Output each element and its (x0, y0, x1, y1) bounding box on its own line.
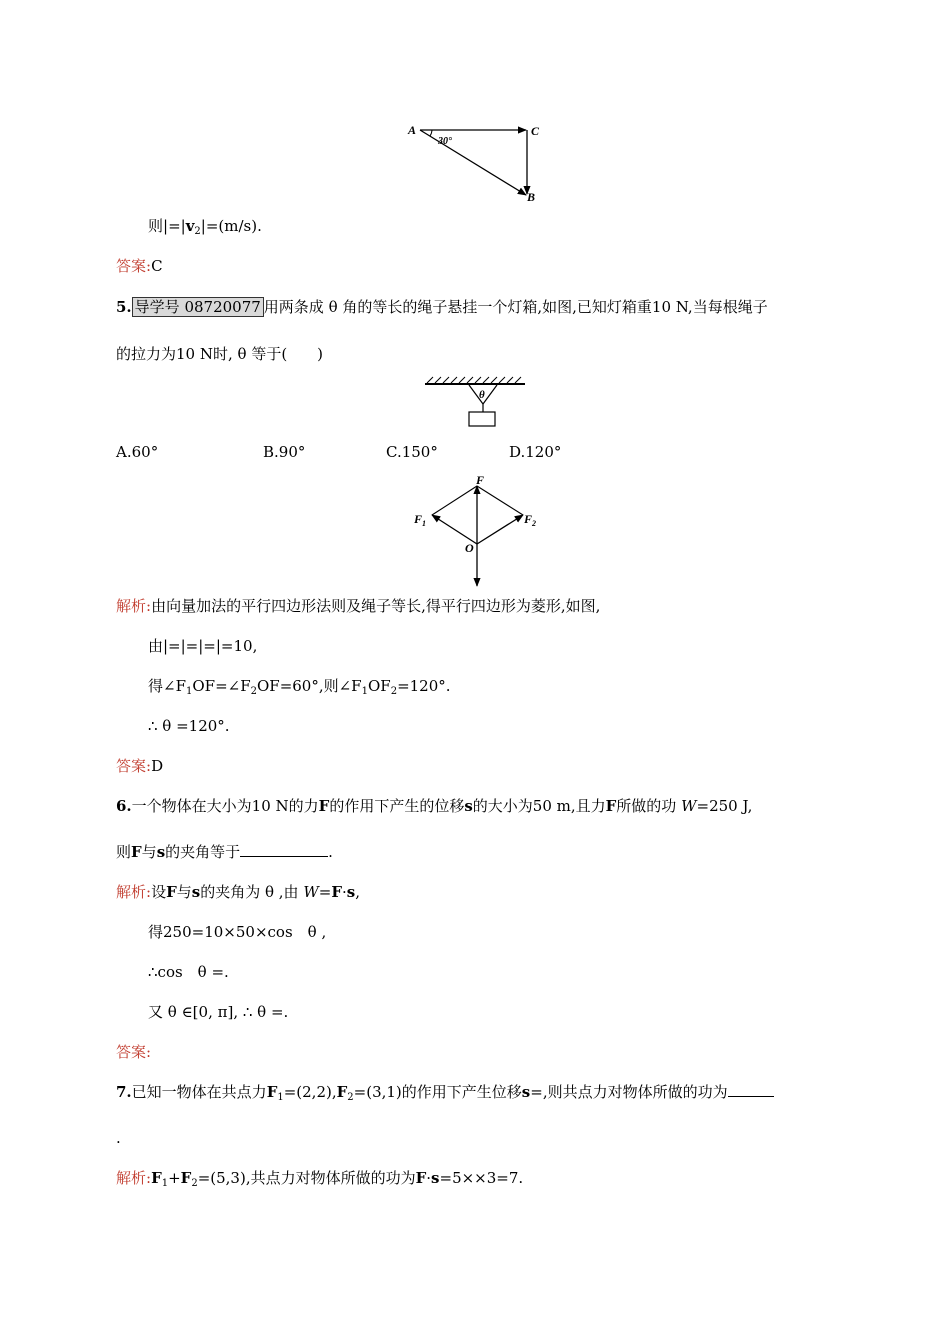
lamp-box-figure (425, 376, 530, 431)
q5-question-line2: 的拉力为10 N时, θ 等于( ) (116, 345, 324, 363)
label-angle: 30° (438, 136, 452, 147)
q5-question-line1: 5. 导学号 08720077 用两条成 θ 角的等长的绳子悬挂一个灯箱,如图,已知灯箱重10 N,当每根绳子 (116, 298, 768, 316)
q5-analysis-4: ∴ θ =120°. (148, 717, 230, 735)
label-c: C (531, 124, 540, 138)
answer-blank[interactable] (728, 1082, 774, 1097)
force-rhombus-figure (410, 472, 550, 592)
q6-question-line1: 6.一个物体在大小为10 N的力F的作用下产生的位移s的大小为50 m,且力F所做的功 W=250 J, (116, 797, 753, 815)
analysis-label: 解析: (116, 597, 152, 615)
rope-right (483, 385, 497, 404)
q6-analysis-4: 又 θ ∈[0, π], ∴ θ =. (148, 1003, 289, 1021)
answer-label: 答案: (116, 1043, 152, 1061)
label-b: B (527, 190, 536, 204)
label-f1: $F_1$ (414, 512, 427, 528)
answer-blank[interactable] (240, 842, 328, 857)
q4-calc-line: 则$|=|v_2|=(m/s)$. (148, 217, 262, 237)
q6-analysis-2: 得250=10×50×cos θ , (148, 923, 327, 941)
q7-analysis-1: 解析$:F_1+F_2=(5,3)$,共点力对物体所做的功为F·s=5××3=7. (116, 1169, 524, 1189)
q7-question-line1: 7.已知一物体在共点力$F_1=(2,2),F_2=(3,1)$的作用下产生位移s=,则共点力对物体所做的功为 (116, 1082, 774, 1108)
q5-option-c: C.150° (386, 443, 438, 461)
label-o: O (465, 541, 474, 555)
q4-answer: 答案:C (116, 257, 163, 275)
q6-analysis-3: ∴cos θ =. (148, 963, 229, 981)
q7-question-line2: . (116, 1129, 121, 1147)
q5-option-a: A.60° (116, 443, 159, 461)
q5-analysis-1: 解析:由向量加法的平行四边形法则及绳子等长,得平行四边形为菱形,如图, (116, 597, 601, 615)
label-a: A (408, 123, 417, 137)
label-theta: θ (479, 389, 485, 401)
triangle-figure (400, 118, 560, 208)
q5-option-b: B.90° (263, 443, 306, 461)
label-f2: $F_2$ (524, 512, 537, 528)
q5-analysis-2: 由|=|=|=|=10, (148, 637, 258, 655)
angle-arc (430, 130, 432, 136)
q6-analysis-1: 解析:设F与s的夹角为 θ ,由 W=F·s, (116, 883, 360, 901)
q5-analysis-3: 得$\angle F_1OF=\angle F_2OF=60^\circ$,则$\angle F_1OF_2=120^\circ$. (148, 677, 451, 697)
vector-ab (420, 130, 526, 195)
q5-answer: 答案:D (116, 757, 164, 775)
analysis-label: 解析: (116, 883, 152, 901)
question-id-tag[interactable]: 导学号 08720077 (132, 297, 264, 317)
q6-answer (116, 1042, 151, 1062)
answer-label: 答案: (116, 257, 152, 275)
q5-option-d: D.120° (509, 443, 562, 461)
lamp-box (469, 412, 495, 426)
analysis-label: 解析: (116, 1169, 152, 1187)
answer-label: 答案: (116, 757, 152, 775)
label-f: F (476, 473, 485, 487)
q6-question-line2: 则F与s的夹角等于 . (116, 843, 333, 861)
